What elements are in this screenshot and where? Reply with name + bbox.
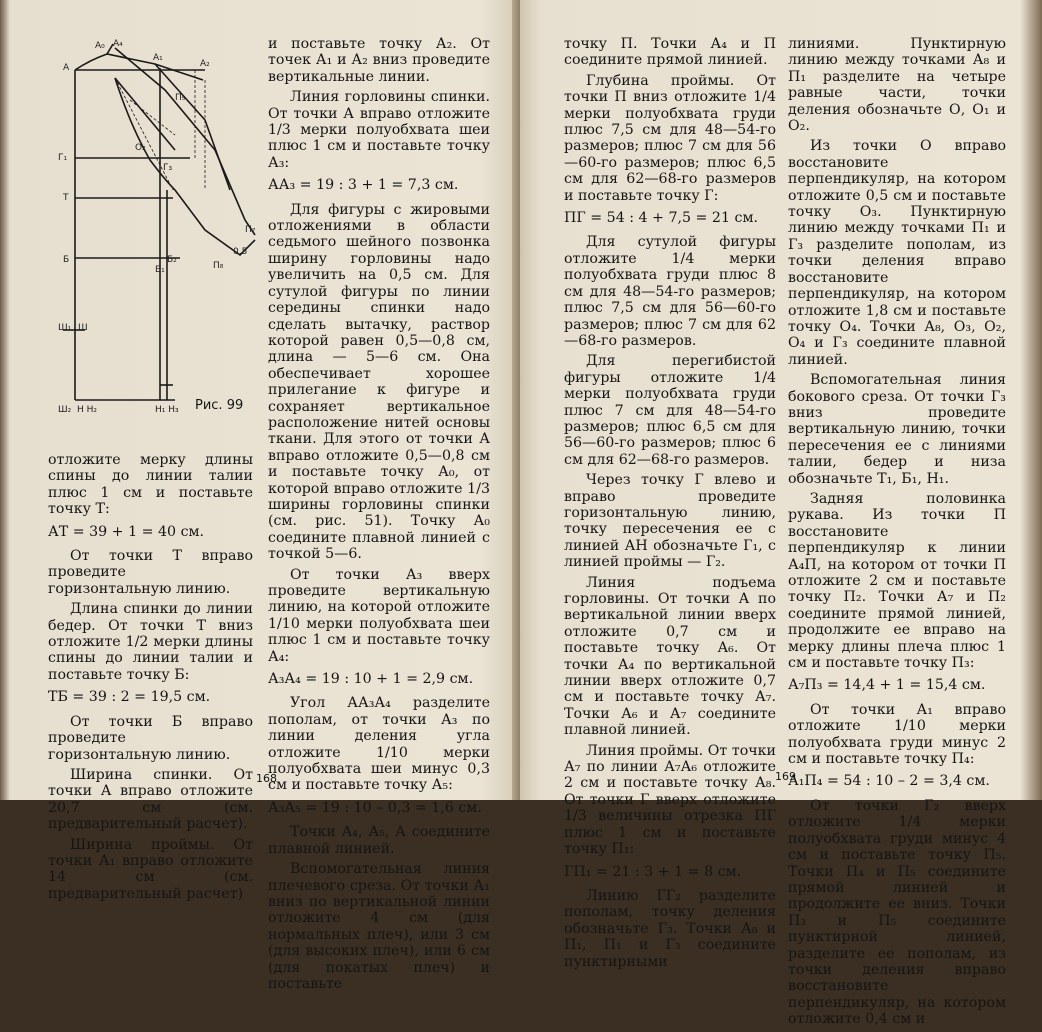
pattern-drawing-figure-99	[55, 40, 270, 425]
formula: А₁П₄ = 54 : 10 – 2 = 3,4 см.	[788, 773, 990, 790]
right-page-column-1	[564, 36, 776, 974]
page-number-left: 168	[256, 772, 277, 785]
paragraph: Через точку Г влево и вправо проведите горизонтальную линию, точку пересечения ее с линией АН обозначьте Г₁, с линией проймы — Г₂.	[564, 472, 776, 571]
svg-text:О₂: О₂	[135, 143, 146, 153]
paragraph: Для фигуры с жировыми отложениями в области седьмого шейного позвонка ширину горловины надо увеличить на 0,5 см. Для сутулой фигуры по линии середины спинки надо сделать вытачку, раствор которой равен 0,5—0,8 см, длина — 5—6 см. Она обеспечивает хорошее прилегание к фигуре и сохраняет вертикальное расположение нитей основы ткани. Для этого от точки А вправо отложите 0,5—0,8 см и поставьте точку А₀, от которой вправо отложите 1/3 ширины горловины спинки (см. рис. 51). Точку А₀ соедините плавной линией с точкой 5—6.	[268, 201, 490, 563]
formula: ПГ = 54 : 4 + 7,5 = 21 см.	[564, 210, 758, 227]
paragraph: Вспомогательная линия бокового среза. От точки Г₃ вниз проведите вертикальную линию, точки пересечения ее с линиями талии, бедер и низа обозначьте Т₁, Б₁, Н₁.	[788, 372, 1006, 487]
paragraph: точку П. Точки А₄ и П соедините прямой линией.	[564, 36, 776, 69]
svg-text:Б₁: Б₁	[155, 265, 165, 275]
svg-text:Ш₁: Ш₁	[58, 323, 72, 333]
svg-text:Г₃: Г₃	[163, 163, 173, 173]
right-page	[520, 0, 1042, 1028]
formula: АТ = 39 + 1 = 40 см.	[48, 523, 205, 540]
svg-text:Б₂: Б₂	[167, 255, 177, 265]
paragraph: От точки Г₂ вверх отложите 1/4 мерки полуобхвата груди минус 4 см и поставьте точку П₅. Точки П₄ и П₅ соедините прямой линией и продолжите ее вниз. Точки П₃ и П₅ соедините пунктирной линией, разделите ее пополам, из точки деления вправо восстановите перпендикуляр, на котором отложите 0,4 см и	[788, 797, 1006, 1028]
right-page-column-2	[788, 36, 1006, 1032]
paragraph: Линия подъема горловины. От точки А по вертикальной линии вверх отложите 0,7 см и поставьте точку А₆. От точки А₄ по вертикальной линии вверх отложите 0,7 см и поставьте точку А₇. Точки А₆ и А₇ соедините плавной линией.	[564, 574, 776, 739]
paragraph: Линию ГГ₂ разделите пополам, точку деления обозначьте Г₃. Точки А₈ и П₁, П₁ и Г₃ соедините пунктирными	[564, 887, 776, 970]
paragraph: Ширина спинки. От точки А вправо отложите 20,7 см (см. предварительный расчет).	[48, 766, 253, 833]
formula: ТБ = 39 : 2 = 19,5 см.	[48, 689, 211, 706]
paragraph: Длина спинки до линии бедер. От точки Т вниз отложите 1/2 мерки длины спины до линии талии и поставьте точку Б:	[48, 601, 253, 683]
paragraph: Линия проймы. От точки А₇ по линии А₇А₆ отложите 2 см и поставьте точку А₈. От точки Г вверх отложите 1/3 величины отрезка ПГ плюс 1 см и поставьте точку П₁:	[564, 742, 776, 858]
paragraph: Для сутулой фигуры отложите 1/4 мерки полуобхвата груди плюс 8 см для 48—54-го размеров; плюс 7,5 см для 56—60-го размеров; плюс 7 см для 62—68-го размеров.	[564, 234, 776, 349]
formula: А₃А₄ = 19 : 10 + 1 = 2,9 см.	[268, 671, 474, 688]
svg-text:П₅: П₅	[175, 93, 186, 103]
svg-text:А₀: А₀	[95, 41, 105, 51]
formula: АА₃ = 19 : 3 + 1 = 7,3 см.	[268, 177, 459, 194]
svg-text:Б: Б	[63, 255, 70, 265]
formula: А₃А₅ = 19 : 10 – 0,3 = 1,6 см.	[268, 799, 482, 816]
paragraph: От точки А₁ вправо отложите 1/10 мерки полуобхвата груди минус 2 см и поставьте точку П₄:	[788, 701, 1006, 768]
svg-text:П₇: П₇	[245, 225, 256, 235]
paragraph: Глубина проймы. От точки П вниз отложите 1/4 мерки полуобхвата груди плюс 7,5 см для 48—54-го размеров; плюс 7 см для 56—60-го размеров; плюс 6,5 см для 62—68-го размеров и поставьте точку Г:	[564, 72, 776, 204]
paragraph: Линия горловины спинки. От точки А вправо отложите 1/3 мерки полуобхвата шеи плюс 1 см и поставьте точку А₃:	[268, 89, 490, 171]
paragraph: Ширина проймы. От точки А₁ вправо отложите 14 см (см. предварительный расчет)	[48, 836, 253, 902]
formula: ГП₁ = 21 : 3 + 1 = 8 см.	[564, 863, 742, 880]
svg-text:А₂: А₂	[200, 59, 210, 69]
left-page	[0, 0, 520, 992]
svg-text:А₁: А₁	[153, 53, 163, 63]
svg-text:0,5: 0,5	[233, 247, 248, 257]
paragraph: линиями. Пунктирную линию между точками А₈ и П₁ разделите на четыре равные части, точки деления обозначьте О, О₁ и О₂.	[788, 36, 1006, 135]
svg-text:А₄: А₄	[113, 39, 123, 49]
paragraph: От точки Т вправо проведите горизонтальную линию.	[48, 548, 253, 597]
svg-text:Н Н₂: Н Н₂	[77, 405, 98, 415]
paragraph: отложите мерку длины спины до линии талии плюс 1 см и поставьте точку Т:	[48, 452, 253, 518]
left-page-column-1	[48, 452, 253, 906]
paragraph: От точки А₃ вверх проведите вертикальную линию, на которой отложите 1/10 мерки полуобхвата шеи плюс 1 см и поставьте точку А₄:	[268, 566, 490, 665]
paragraph: От точки Б вправо проведите горизонтальную линию.	[48, 713, 253, 763]
paragraph: и поставьте точку А₂. От точек А₁ и А₂ вниз проведите вертикальные линии.	[268, 36, 490, 85]
paragraph: Из точки О вправо восстановите перпендикуляр, на котором отложите 0,5 см и поставьте точку О₃. Пунктирную линию между точками П₁ и Г₃ разделите пополам, из точки деления вправо восстановите перпендикуляр, на котором отложите 1,8 см и поставьте точку О₄. Точки А₈, О₃, О₂, О₄ и Г₃ соедините плавной линией.	[788, 138, 1006, 368]
paragraph: Задняя половинка рукава. Из точки П восстановите перпендикуляр к линии А₄П, на котором от точки П отложите 2 см и поставьте точку П₂. Точки А₇ и П₂ соедините прямой линией, продолжите ее вправо на мерку длины плеча плюс 1 см и поставьте точку П₃:	[788, 490, 1006, 672]
svg-text:Т: Т	[63, 193, 69, 203]
svg-text:Г₁: Г₁	[58, 153, 68, 163]
paragraph: Точки А₄, А₅, А соедините плавной линией.	[268, 824, 490, 857]
page-number-right: 169	[775, 770, 796, 783]
figure-caption: Рис. 99	[195, 398, 244, 413]
svg-text:Ш₂: Ш₂	[58, 405, 72, 415]
paragraph: Угол АА₃А₄ разделите пополам, от точки А₃ по линии деления угла отложите 1/10 мерки полуобхвата шеи минус 0,3 см и поставьте точку А₅:	[268, 695, 490, 794]
left-page-column-2	[268, 36, 490, 996]
paragraph: Вспомогательная линия плечевого среза. От точки А₁ вниз по вертикальной линии отложите 4 см (для нормальных плеч), или 3 см (для высоких плеч), или 6 см (для покатых плеч) и поставьте	[268, 861, 490, 992]
svg-text:П₈: П₈	[213, 261, 224, 271]
svg-text:А: А	[63, 63, 70, 73]
paragraph: Для перегибистой фигуры отложите 1/4 мерки полуобхвата груди плюс 7 см для 48—54-го размеров; плюс 6,5 см для 56—60-го размеров; плюс 6 см для 62—68-го размеров.	[564, 353, 776, 468]
svg-text:Ш: Ш	[78, 323, 88, 333]
formula: А₇П₃ = 14,4 + 1 = 15,4 см.	[788, 677, 986, 694]
svg-text:Н₁ Н₃: Н₁ Н₃	[155, 405, 179, 415]
